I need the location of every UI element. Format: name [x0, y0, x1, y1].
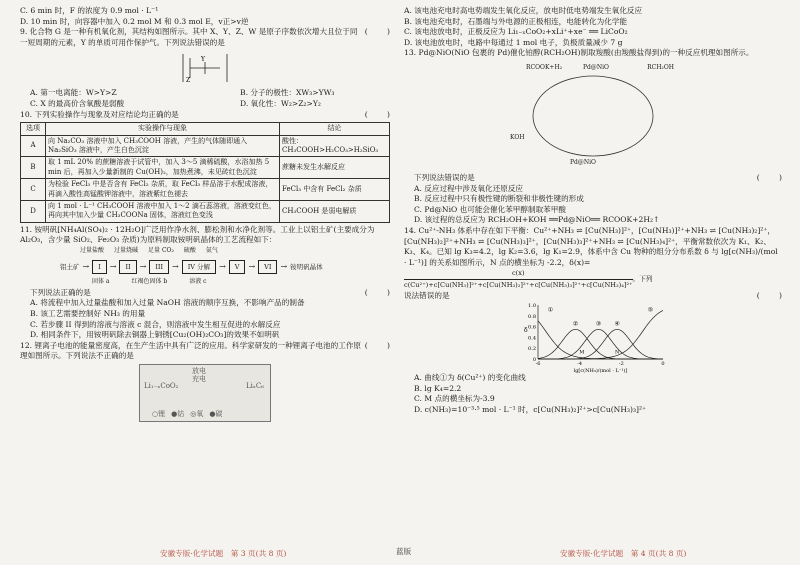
series-line — [538, 329, 663, 359]
table-cell: 为检验 FeCl₃ 中是否含有 FeCl₂ 杂质，取 FeCl₃ 样品溶于水配成溶液，再滴入酸性高锰酸钾溶液中，溶液紫红色褪去 — [46, 179, 280, 201]
svg-text:Z: Z — [186, 77, 191, 85]
flow-label: 过量盐酸 — [80, 247, 105, 254]
figure-label: Li₁₋ₓCoO₂ — [144, 381, 179, 390]
figure-label: Pd@NiO — [570, 159, 596, 167]
mechanism-figure — [508, 61, 678, 171]
table-cell: CH₃COOH 是弱电解质 — [280, 201, 390, 223]
q14-stem: 14. Cu²⁺-NH₃ 体系中存在如下平衡：Cu²⁺+NH₃ ⇌ [Cu(NH₃)]²⁺，[Cu(NH₃)]²⁺+NH₃ ⇌ [Cu(NH₃)₂]²⁺，[Cu(NH₃)₂]²⁺+NH₃ ⇌ [Cu(NH₃)₃]²⁺，[Cu(NH₃)₃]²⁺+NH₃ ⇌ [Cu(NH₃)₄]²⁺，平衡常数依次为 K₁、K₂、K₃、K₄。已知 lg K₃=4.2，lg K₂=3.6，lg K₁=2.9，体系中含 Cu 物种的组分分布系数 δ 与 lg[c(NH₃)/(mol · L⁻¹)] 的关系如图所示，N 点的横坐标为 -2.2，δ(x)= — [404, 225, 778, 267]
flow-step: I — [92, 260, 107, 275]
q13-option-c: C. Pd@NiO 也可能会催化苯甲醇制取苯甲酸 — [414, 204, 566, 214]
structure-figure — [175, 50, 235, 86]
option-d: D. 该电池放电时，电路中每通过 1 mol 电子，负极质量减少 7 g — [404, 37, 623, 47]
question-13 — [404, 48, 782, 226]
q10-stem: 10. 下列实验操作与现象及对应结论均正确的是 — [20, 109, 179, 119]
q11-option-b: B. 该工艺需要控制好 NH₃ 的用量 — [30, 308, 146, 318]
y-tick-label: 1.0 — [528, 303, 536, 310]
fraction-tail: 。下列 — [632, 275, 653, 284]
q13-paren: ( ) — [756, 172, 782, 182]
flow-step: VI — [258, 260, 277, 275]
flow-sub-label: 溶液 c — [189, 278, 207, 286]
figure-label: 放电 — [192, 366, 206, 375]
q9-option-b: B. 分子的极性：XW₃>YW₃ — [240, 88, 335, 98]
q14-option-c: C. M 点的横坐标为-3.9 — [414, 394, 495, 404]
q11-stem: 11. 铵明矾[NH₄Al(SO₄)₂ · 12H₂O]广泛用作净水剂、膨松剂和水净化剂等。工业上以铝土矿(主要成分为 Al₂O₃，含少量 SiO₂、Fe₂O₃ 杂质)为原料制取铵明矾晶体的工艺流程如下： — [20, 224, 375, 245]
y-tick-label: 0.4 — [528, 335, 536, 342]
q13-option-b: B. 反应过程中只有极性键的断裂和非极性键的形成 — [414, 194, 584, 204]
q10-paren: ( ) — [364, 109, 390, 119]
table-cell: 向 1 mol · L⁻¹ CH₃COOH 溶液中加入 1～2 滴石蕊溶液，溶液变红色，再向其中加入少量 CH₃COONa 固体，溶液红色变浅 — [46, 201, 280, 223]
flow-step: V — [229, 260, 246, 275]
point-label: M — [579, 349, 585, 356]
question-10 — [20, 110, 390, 223]
x-tick-label: -6 — [535, 361, 541, 368]
q12-stem: 12. 锂离子电池的能量密度高，在生产生活中具有广泛的应用。科学家研发的一种锂离子电池的工作原理如图所示。下列说法不正确的是 — [20, 340, 362, 361]
q11-question: 下列说法正确的是 — [30, 287, 91, 297]
series-line — [538, 329, 663, 359]
y-tick-label: 0 — [532, 357, 536, 364]
option-c: C. 6 min 时，F 的浓度为 0.9 mol · L⁻¹ — [20, 6, 159, 15]
series-line — [538, 329, 663, 359]
legend-item: ○锂 — [152, 410, 166, 419]
table-cell: D — [21, 201, 46, 223]
table-row — [21, 135, 390, 157]
table-cell: B — [21, 157, 46, 179]
figure-label: LiₓC₆ — [245, 381, 264, 390]
fraction-denominator: c(Cu²⁺)+c[Cu(NH₃)]²⁺+c[Cu(NH₃)₂]²⁺+c[Cu(NH₃)₃]²⁺+c[Cu(NH₃)₄]²⁺ — [404, 280, 633, 289]
distribution-chart — [518, 301, 668, 373]
option-a: A. 该电池充电时高电势端发生氧化反应，放电时低电势端发生氧化反应 — [404, 6, 643, 15]
q11-option-c: C. 若步骤 II 得到的溶液与溶液 c 混合，则溶液中发生相互促进的水解反应 — [30, 319, 281, 329]
flow-step: IV 分解 — [182, 260, 216, 275]
table-header: 实验操作与现象 — [46, 123, 280, 135]
y-tick-label: 0.6 — [528, 324, 536, 331]
y-axis-label: δ — [524, 327, 528, 335]
q14-paren: ( ) — [756, 290, 782, 300]
flow-sub-label: 固体 a — [92, 278, 110, 286]
q14-option-a: A. 曲线①为 δ(Cu²⁺) 的变化曲线 — [414, 373, 526, 383]
q11-option-d: D. 相同条件下，用铵明矾除去铜器上铜锈[Cu₂(OH)₂CO₃]的效果不如明矾 — [30, 330, 280, 340]
q11-option-a: A. 将流程中加入过量盐酸和加入过量 NaOH 溶液的顺序互换，不影响产品的制备 — [30, 298, 305, 308]
table-cell: 向 Na₂CO₃ 溶液中加入 CH₃COOH 溶液，产生的气体随即通入 Na₂SiO₃ 溶液中，产生白色沉淀 — [46, 135, 280, 157]
figure-label: KOH — [510, 133, 525, 141]
y-tick-label: 0.2 — [528, 346, 536, 353]
flow-label: 过量烧碱 — [114, 247, 139, 254]
flow-step: II — [119, 260, 136, 275]
table-cell: 蔗糖未发生水解反应 — [280, 157, 390, 179]
page-right — [404, 6, 782, 415]
q9-option-c: C. X 的最高价含氧酸是弱酸 — [30, 98, 125, 108]
flow-label: 氨气 — [205, 247, 218, 254]
series-label: ⑤ — [647, 306, 654, 314]
table-cell: A — [21, 135, 46, 157]
figure-label: RCH₂OH — [647, 63, 674, 71]
table-cell: C — [21, 179, 46, 201]
footer-left: 安徽专版·化学试题 第 3 页(共 8 页) — [160, 549, 287, 558]
series-label: ④ — [614, 320, 620, 328]
q9-paren: ( ) — [364, 27, 390, 37]
q14-option-b: B. lg K₄=2.2 — [414, 383, 462, 393]
fraction-numerator: c(x) — [511, 269, 525, 278]
x-tick-label: -2 — [618, 361, 624, 368]
question-12 — [20, 341, 390, 422]
q9-stem: 9. 化合物 G 是一种有机氧化剂，其结构如图所示。其中 X、Y、Z、W 是原子序数依次增大且位于同一短周期的元素，Y 的单质可用作保护气。下列说法错误的是 — [20, 27, 358, 47]
series-label: ① — [547, 306, 554, 314]
figure-label: RCOOK+H₂ — [526, 63, 563, 71]
flow-start: 铝土矿 — [60, 262, 80, 271]
x-tick-label: -4 — [577, 361, 583, 368]
question-11 — [20, 225, 390, 341]
q14-option-d: D. c(NH₃)=10⁻³·⁵ mol · L⁻¹ 时，c[Cu(NH₃)₂]²⁺>c[Cu(NH₃)₃]²⁺ — [414, 404, 647, 414]
x-tick-label: 0 — [661, 361, 665, 368]
x-axis-label: lg[c(NH₃)/(mol · L⁻¹)] — [573, 368, 628, 374]
cycle-arrows — [508, 61, 678, 171]
footer-right: 安徽专版·化学试题 第 4 页(共 8 页) — [560, 549, 687, 558]
q9-option-a: A. 第一电离能：W>Y>Z — [30, 88, 117, 98]
q10-table — [20, 122, 390, 223]
table-row — [21, 179, 390, 201]
q13-option-d: D. 该过程的总反应为 RCH₂OH+KOH ══Pd@NiO══ RCOOK+2H₂↑ — [414, 215, 660, 225]
table-cell: 取 1 mL 20% 的蔗糖溶液于试管中，加入 3～5 滴稀硫酸，水浴加热 5 min 后，再加入少量新制的 Cu(OH)₂，加热煮沸，未见砖红色沉淀 — [46, 157, 280, 179]
q13-question: 下列说法错误的是 — [414, 172, 475, 182]
legend-item: ●碳 — [209, 410, 223, 419]
table-cell: FeCl₃ 中含有 FeCl₂ 杂质 — [280, 179, 390, 201]
q14-question: 说法错误的是 — [404, 290, 450, 300]
q13-option-a: A. 反应过程中涉及氧化还原反应 — [414, 183, 524, 193]
table-row — [21, 201, 390, 223]
option-d: D. 10 min 时，向容器中加入 0.2 mol M 和 0.3 mol E，v正>v逆 — [20, 16, 249, 26]
table-cell: 酸性：CH₃COOH>H₂CO₃>H₂SiO₃ — [280, 135, 390, 157]
point-label: N — [614, 349, 620, 356]
flow-end: 铵明矾晶体 — [290, 262, 323, 271]
table-row — [21, 157, 390, 179]
flow-label: 足量 CO₂ — [148, 247, 174, 254]
question-14 — [404, 226, 782, 416]
q9-option-d: D. 氧化性：W₂>Z₂>Y₂ — [240, 98, 321, 108]
battery-figure — [139, 364, 271, 422]
figure-label: 充电 — [192, 374, 206, 383]
series-label: ② — [572, 320, 579, 328]
legend-item: ●钴 — [171, 410, 185, 419]
svg-text:Y: Y — [201, 56, 205, 64]
process-flow: 铝土矿 → I → II → III → IV 分解 → V → VI → 铵明矾晶体 — [60, 260, 390, 275]
middle-stamp: 蓝版 — [396, 547, 412, 556]
question-9 — [20, 27, 390, 109]
q12-paren: ( ) — [364, 340, 390, 350]
q11-paren: ( ) — [364, 287, 390, 297]
flow-step: III — [149, 260, 169, 275]
y-tick-label: 0.8 — [528, 313, 536, 320]
table-header: 结论 — [280, 123, 390, 135]
flow-sub-label: 红褐色固体 b — [131, 278, 168, 286]
q13-stem: 13. Pd@NiO(NiO 包裹的 Pd)催化铂醇(RCH₂OH)制取羧酸(由羧酸盐得到)的一种反应机理如图所示。 — [404, 48, 754, 58]
series-label: ③ — [595, 320, 602, 328]
page-left — [20, 6, 390, 422]
option-b: B. 该电池充电时，石墨端与外电源的正极相连，电能转化为化学能 — [404, 16, 628, 26]
table-header: 选项 — [21, 123, 46, 135]
figure-label: Pd@NiO — [583, 63, 609, 71]
flow-label: 硫酸 — [183, 247, 196, 254]
series-line — [538, 310, 663, 359]
legend-item: ◎氧 — [190, 410, 204, 419]
option-c: C. 该电池放电时，正极反应为 Li₁₋ₓCoO₂+xLi⁺+xe⁻ ══ LiCoO₂ — [404, 27, 628, 37]
